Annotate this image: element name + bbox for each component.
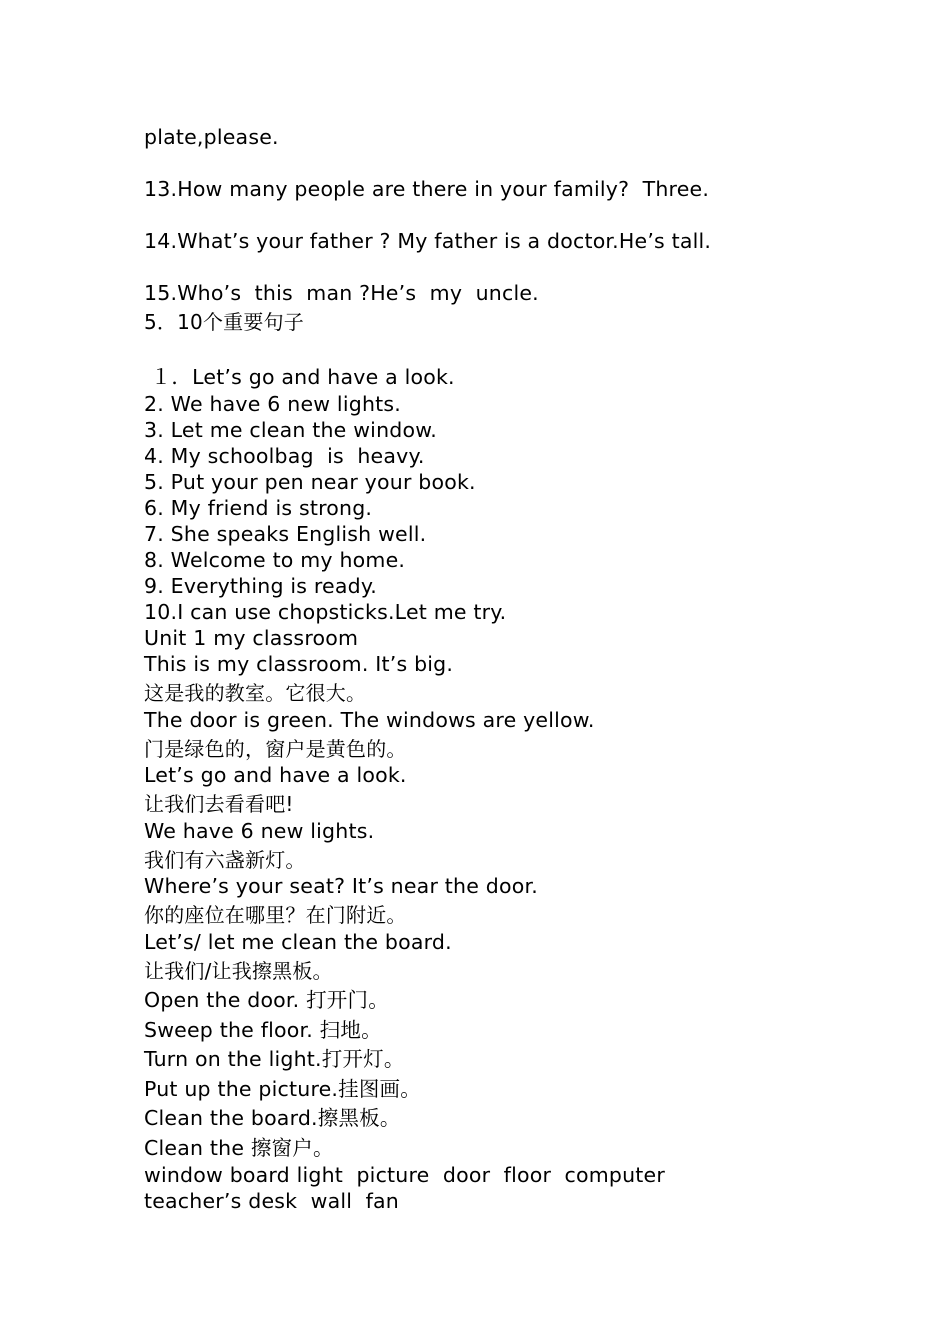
text-line: This is my classroom. It’s big. xyxy=(144,652,454,676)
text-line: 门是绿色的，窗户是黄色的。 xyxy=(144,737,407,761)
text-line: The door is green. The windows are yellow. xyxy=(144,708,595,732)
text-line: Let’s go and have a look. xyxy=(144,763,407,787)
text-line: 3. Let me clean the window. xyxy=(144,418,438,442)
text-line: 6. My friend is strong. xyxy=(144,496,373,520)
text-line: 你的座位在哪里？在门附近。 xyxy=(144,903,407,927)
section-heading: 5．10个重要句子 xyxy=(144,310,304,334)
text-line: 9. Everything is ready. xyxy=(144,574,377,598)
text-line: Let’s/ let me clean the board. xyxy=(144,930,452,954)
text-line: Unit 1 my classroom xyxy=(144,626,359,650)
text-line: Open the door. 打开门。 xyxy=(144,988,389,1012)
text-line: 13.How many people are there in your family? Three. xyxy=(144,177,710,201)
text-line: We have 6 new lights. xyxy=(144,819,375,843)
text-line: 2. We have 6 new lights. xyxy=(144,392,401,416)
text-line: Sweep the floor. 扫地。 xyxy=(144,1018,382,1042)
text-line: 我们有六盏新灯。 xyxy=(144,848,306,872)
text-line: Turn on the light.打开灯。 xyxy=(144,1047,405,1071)
text-line: 10.I can use chopsticks.Let me try. xyxy=(144,600,507,624)
text-line: plate,please. xyxy=(144,125,279,149)
text-line: 15.Who’s this man ?He’s my uncle. xyxy=(144,281,539,305)
text-line: Clean the 擦窗户。 xyxy=(144,1136,334,1160)
text-line: Clean the board.擦黑板。 xyxy=(144,1106,401,1130)
text-line: Where’s your seat? It’s near the door. xyxy=(144,874,538,898)
text-line: Put up the picture.挂图画。 xyxy=(144,1077,421,1101)
text-line: 让我们/让我擦黑板。 xyxy=(144,959,333,983)
text-line: 让我们去看看吧! xyxy=(144,792,294,816)
text-line: 这是我的教室。它很大。 xyxy=(144,681,367,705)
vocabulary-line: window board light picture door floor computer xyxy=(144,1163,665,1187)
text-line: 7. She speaks English well. xyxy=(144,522,427,546)
text-line: 5. Put your pen near your book. xyxy=(144,470,476,494)
vocabulary-line: teacher’s desk wall fan xyxy=(144,1189,399,1213)
text-line: 14.What’s your father ? My father is a doctor.He’s tall. xyxy=(144,229,712,253)
text-line: 8. Welcome to my home. xyxy=(144,548,406,572)
text-line: １．Let’s go and have a look. xyxy=(144,365,455,389)
text-line: 4. My schoolbag is heavy. xyxy=(144,444,425,468)
